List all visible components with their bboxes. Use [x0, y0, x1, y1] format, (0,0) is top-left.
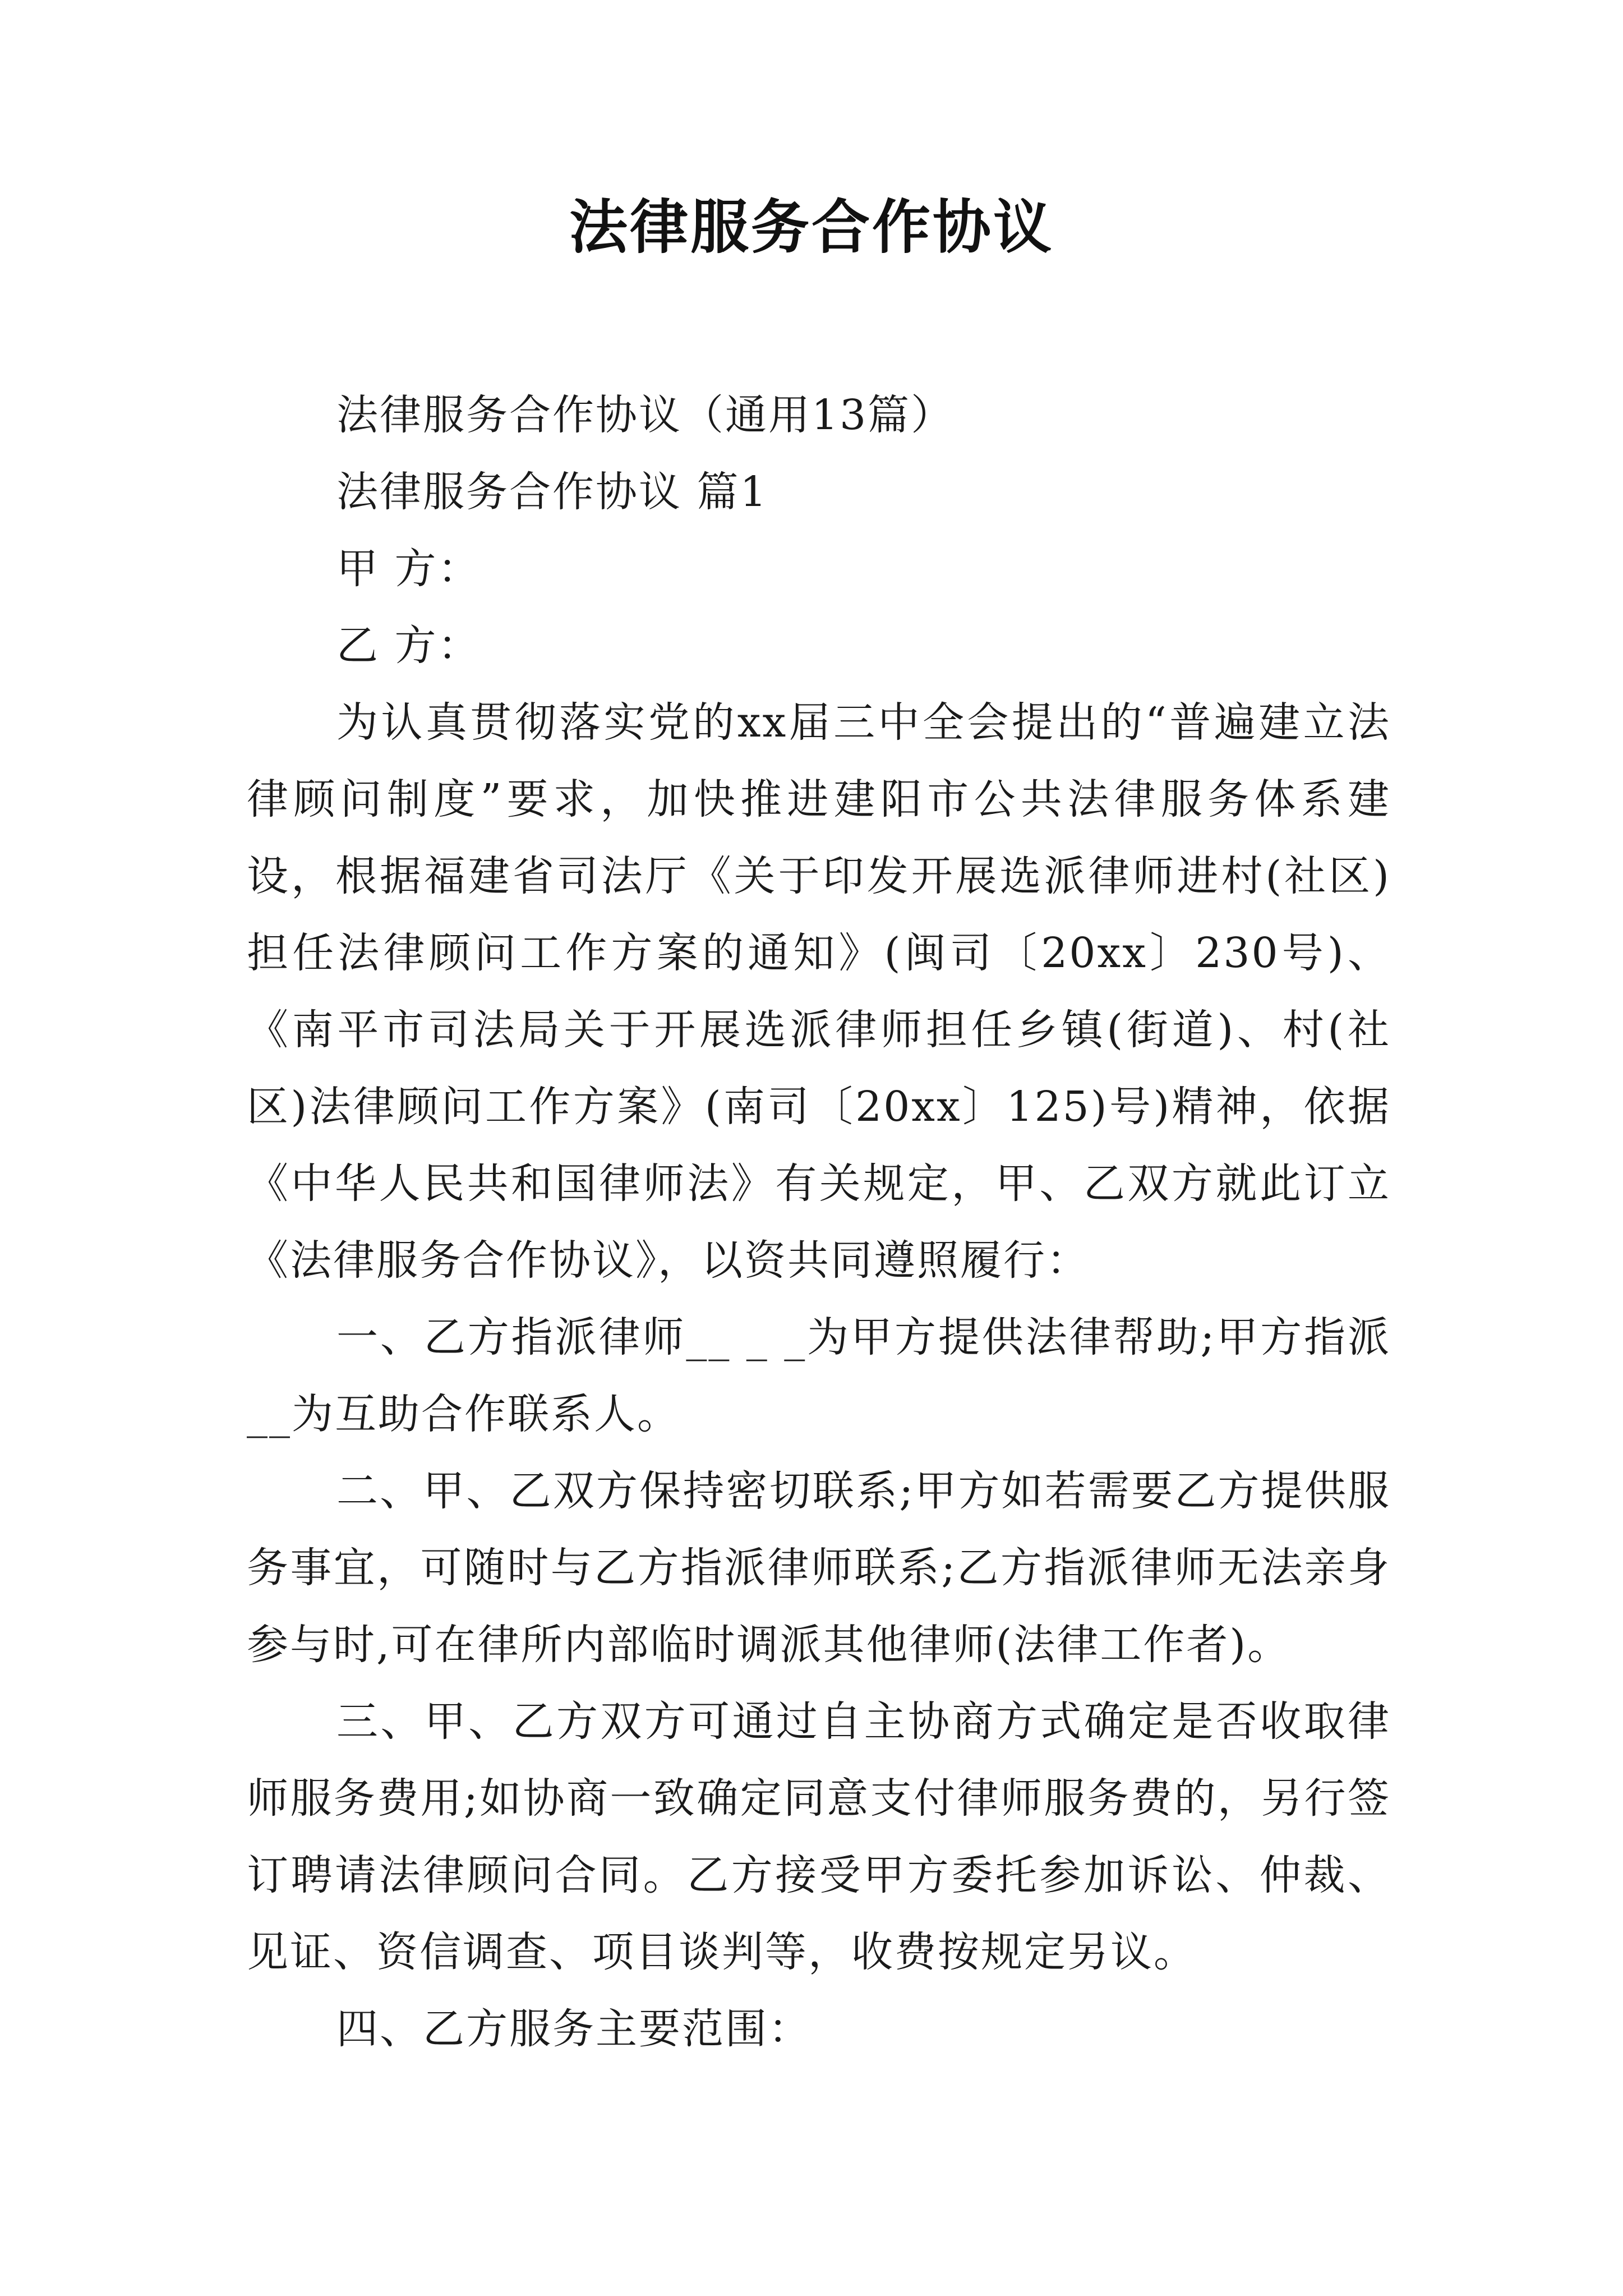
party-a-line: 甲 方：: [336, 545, 481, 593]
clause-1-paragraph: 一、乙方指派律师__ _ _为甲方提供法律帮助;甲方指派 __为互助合作联系人。: [247, 1313, 1391, 1438]
collection-heading: 法律服务合作协议（通用13篇）: [336, 391, 955, 439]
preamble-paragraph: 为认真贯彻落实党的xx届三中全会提出的“普遍建立法律顾问制度”要求，加快推进建阳市公共法律服务体系建设，根据福建省司法厅《关于印发开展选派律师进村(社区)担任法律顾问工作方案的通知》(闽司〔20xx〕230号)、《南平市司法局关于开展选派律师担任乡镇(街道)、村(社区)法律顾问工作方案》(南司〔20xx〕125)号)精神，依据《中华人民共和国律师法》有关规定，甲、乙双方就此订立《法律服务合作协议》，以资共同遵照履行：: [247, 698, 1391, 1285]
clause-3-paragraph: 三、甲、乙方双方可通过自主协商方式确定是否收取律师服务费用;如协商一致确定同意支付律师服务费的，另行签订聘请法律顾问合同。乙方接受甲方委托参加诉讼、仲裁、见证、资信调查、项目谈判等，收费按规定另议。: [247, 1697, 1391, 1976]
section-heading: 法律服务合作协议 篇1: [336, 468, 768, 516]
party-b-line: 乙 方：: [336, 622, 481, 670]
clause-4-heading: 四、乙方服务主要范围：: [336, 2005, 811, 2053]
clause-2-paragraph: 二、甲、乙双方保持密切联系;甲方如若需要乙方提供服务事宜，可随时与乙方指派律师联系;乙方指派律师无法亲身参与时,可在律所内部临时调派其他律师(法律工作者)。: [247, 1467, 1391, 1669]
document-body: [247, 377, 1391, 2068]
document-title: 法律服务合作协议: [569, 192, 1054, 261]
